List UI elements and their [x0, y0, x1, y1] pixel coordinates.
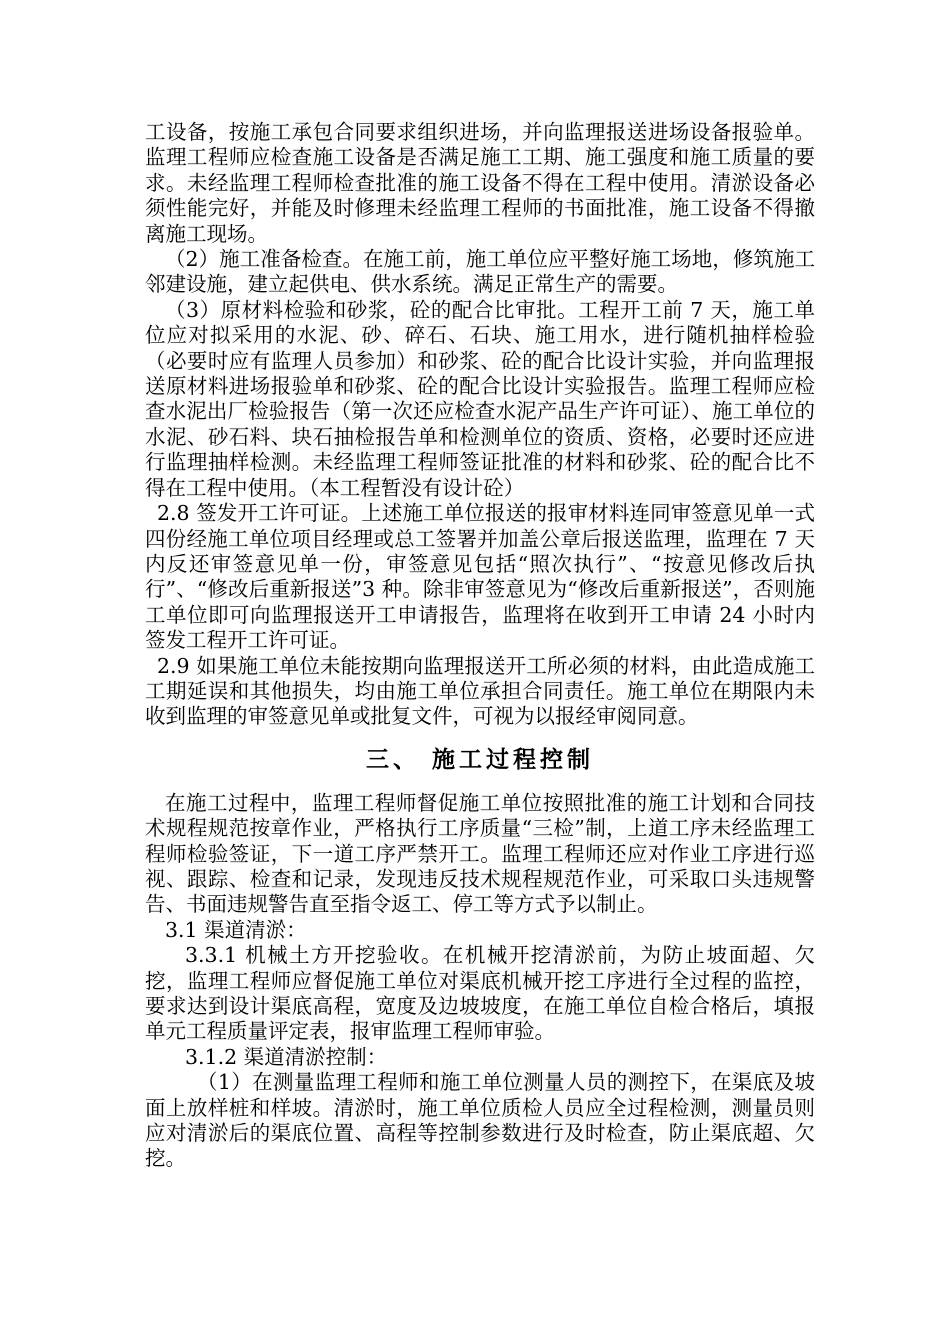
document-page — [145, 120, 815, 1172]
paragraph-construction-prep-check: （2）施工准备检查。在施工前，施工单位应平整好施工场地，修筑施工邻建设施，建立起供电、供水系统。满足正常生产的需要。 — [145, 247, 815, 297]
paragraph-mechanical-excavation: 3.3.1 机械土方开挖验收。在机械开挖清淤前，为防止坡面超、欠挖，监理工程师应督促施工单位对渠底机械开挖工序进行全过程的监控，要求达到设计渠底高程，宽度及边坡坡度，在施工单位自检合格后，填报单元工程质量评定表，报审监理工程师审验。 — [145, 943, 815, 1044]
paragraph-process-control: 在施工过程中，监理工程师督促施工单位按照批准的施工计划和合同技术规程规范按章作业，严格执行工序质量“三检”制，上道工序未经监理工程师检验签证，下一道工序严禁开工。监理工程师还应对作业工序进行巡视、跟踪、检查和记录，发现违反技术规程规范作业，可采取口头违规警告、书面违规警告直至指令返工、停工等方式予以制止。 — [145, 790, 815, 917]
paragraph-material-inspection: （3）原材料检验和砂浆，砼的配合比审批。工程开工前 7 天，施工单位应对拟采用的水泥、砂、碎石、石块、施工用水，进行随机抽样检验（必要时应有监理人员参加）和砂浆、砼的配合比设计实验，并向监理报送原材料进场报验单和砂浆、砼的配合比设计实验报告。监理工程师应检查水泥出厂检验报告（第一次还应检查水泥产品生产许可证）、施工单位的水泥、砂石料、块石抽检报告单和检测单位的资质、资格，必要时还应进行监理抽样检测。未经监理工程师签证批准的材料和砂浆、砼的配合比不得在工程中使用。（本工程暂没有设计砼） — [145, 297, 815, 500]
subsection-title-channel-dredging: 3.1 渠道清淤： — [165, 917, 307, 942]
paragraph-delay-responsibility: 2.9 如果施工单位未能按期向监理报送开工所必须的材料，由此造成施工工期延误和其他损失，均由施工单位承担合同责任。施工单位在期限内未收到监理的审签意见单或批复文件，可视为以报经审阅同意。 — [145, 653, 815, 729]
subsection-title-dredging-control: 3.1.2 渠道清淤控制： — [185, 1044, 388, 1069]
paragraph-survey-staking: （1）在测量监理工程师和施工单位测量人员的测控下，在渠底及坡面上放样桩和样坡。清淤时，施工单位质检人员应全过程检测，测量员则应对清淤后的渠底位置、高程等控制参数进行及时检查，防止渠底超、欠挖。 — [145, 1070, 815, 1171]
section-heading: 三、 施工过程控制 — [365, 746, 594, 773]
paragraph-equipment-check: 工设备，按施工承包合同要求组织进场，并向监理报送进场设备报验单。监理工程师应检查施工设备是否满足施工工期、施工强度和施工质量的要求。未经监理工程师检查批准的施工设备不得在工程中使用。清淤设备必须性能完好，并能及时修理未经监理工程师的书面批准，施工设备不得撤离施工现场。 — [145, 120, 815, 246]
paragraph-start-permit: 2.8 签发开工许可证。上述施工单位报送的报审材料连同审签意见单一式四份经施工单位项目经理或总工签署并加盖公章后报送监理，监理在 7 天内反还审签意见单一份，审签意见包括“照次执行”、“按意见修改后执行”、“修改后重新报送”3 种。除非审签意见为“修改后重新报送”，否则施工单位即可向监理报送开工申请报告，监理将在收到开工申请 24 小时内签发工程开工许可证。 — [145, 501, 815, 653]
